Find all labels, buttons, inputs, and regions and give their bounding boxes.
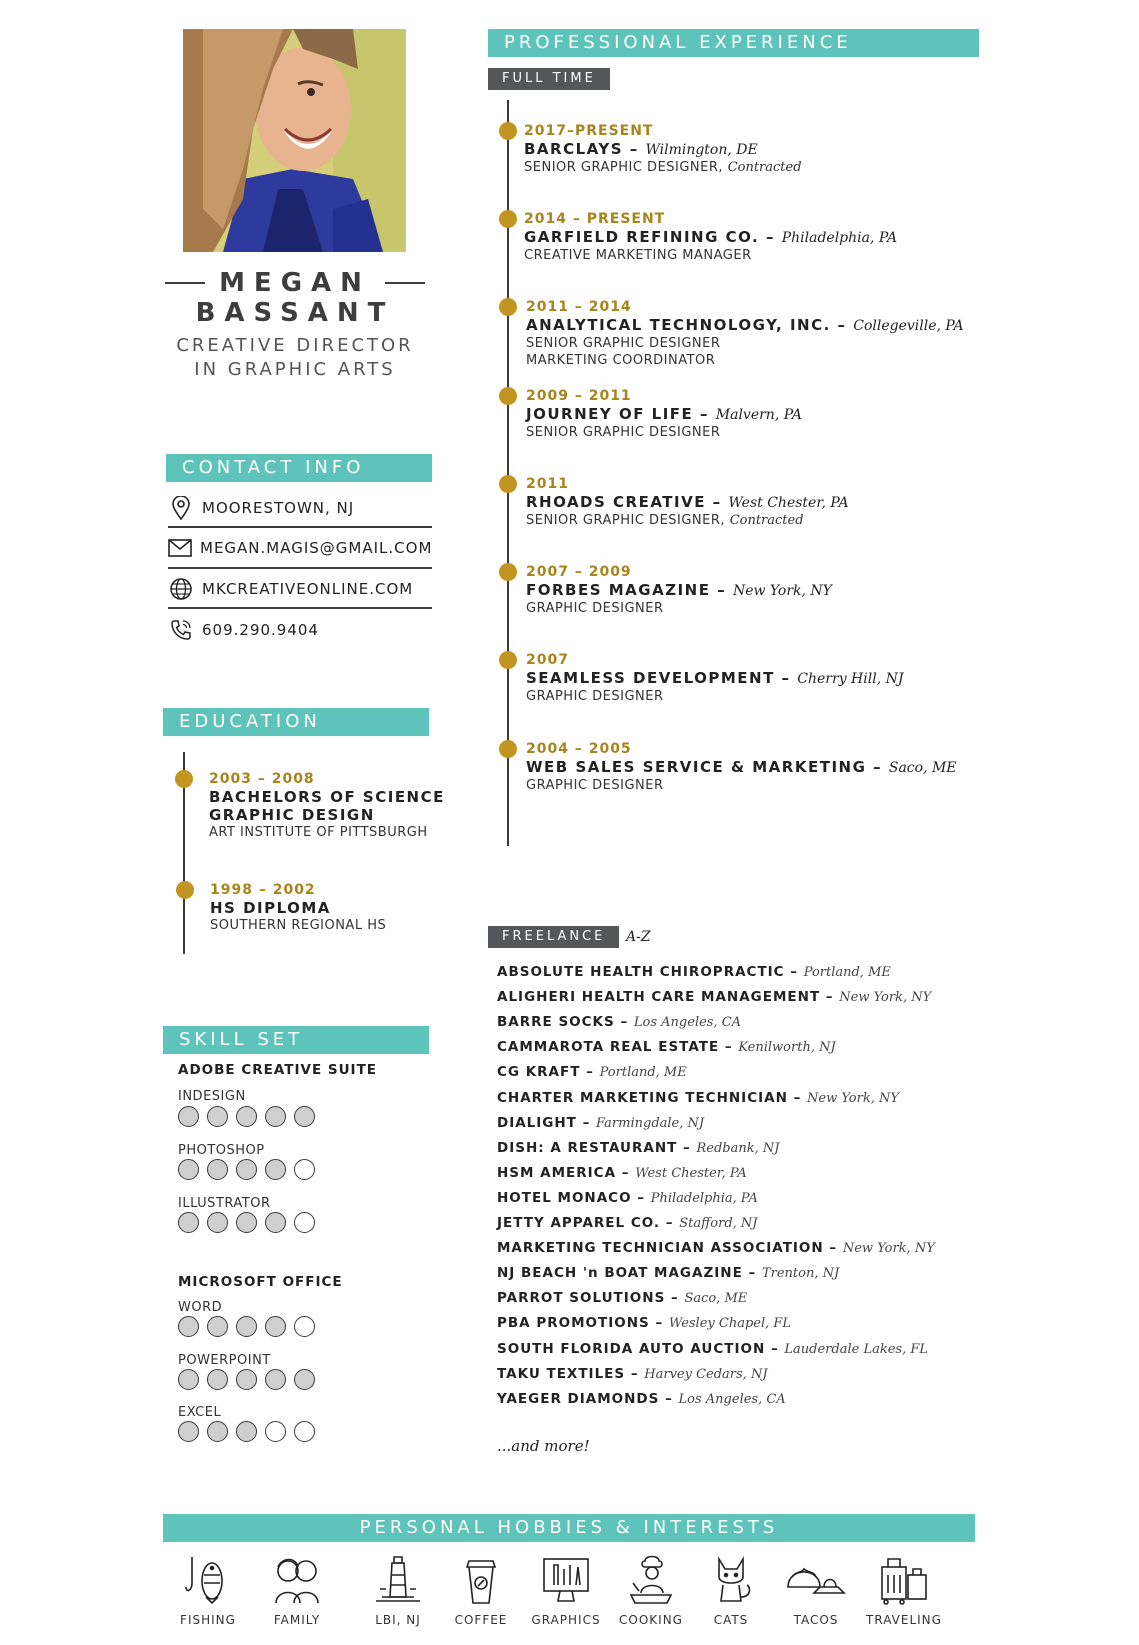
skill-dot-filled bbox=[265, 1212, 286, 1233]
education-school: SOUTHERN REGIONAL HS bbox=[210, 918, 387, 933]
timeline-dot bbox=[499, 651, 517, 669]
skill-rating bbox=[178, 1212, 315, 1233]
timeline-dot bbox=[499, 563, 517, 581]
globe-icon bbox=[168, 576, 194, 602]
skill-group-title: ADOBE CREATIVE SUITE bbox=[178, 1062, 378, 1078]
freelance-client bbox=[497, 1214, 758, 1233]
skill-name: POWERPOINT bbox=[178, 1353, 271, 1368]
experience-entry bbox=[526, 387, 802, 441]
family-icon bbox=[270, 1553, 324, 1605]
experience-role bbox=[524, 159, 802, 176]
email-text[interactable]: MEGAN.MAGIS@GMAIL.COM bbox=[200, 539, 433, 557]
skill-dot-filled bbox=[236, 1159, 257, 1180]
skill-name: EXCEL bbox=[178, 1405, 222, 1420]
experience-entry bbox=[526, 298, 964, 369]
hobby-label: FAMILY bbox=[273, 1613, 321, 1627]
skill-dot-filled bbox=[236, 1369, 257, 1390]
experience-heading: PROFESSIONAL EXPERIENCE bbox=[488, 29, 979, 57]
experience-years: 2004 – 2005 bbox=[526, 741, 632, 757]
client-location: Lauderdale Lakes, FL bbox=[784, 1342, 928, 1357]
job-title-line2: IN GRAPHIC ARTS bbox=[194, 359, 396, 380]
contact-divider bbox=[168, 607, 432, 609]
role-title: SENIOR GRAPHIC DESIGNER bbox=[526, 425, 721, 440]
skill-dot-empty bbox=[294, 1421, 315, 1442]
hobby-item bbox=[859, 1553, 949, 1627]
skill-dot-filled bbox=[207, 1159, 228, 1180]
hobby-label: COFFEE bbox=[454, 1613, 508, 1627]
freelance-sort-note: A-Z bbox=[626, 929, 651, 945]
freelance-client bbox=[497, 1264, 839, 1283]
role-note: Contracted bbox=[729, 513, 804, 528]
contact-heading: CONTACT INFO bbox=[166, 454, 432, 482]
phone-text[interactable]: 609.290.9404 bbox=[202, 621, 319, 639]
hobby-label: TRAVELING bbox=[866, 1613, 942, 1627]
contact-email[interactable] bbox=[168, 528, 432, 568]
first-name: MEGAN bbox=[219, 268, 371, 298]
role-title: GRAPHIC DESIGNER bbox=[526, 601, 664, 616]
hobby-item bbox=[521, 1553, 611, 1627]
skill-dot-filled bbox=[265, 1369, 286, 1390]
client-location: Portland, ME bbox=[803, 965, 891, 980]
freelance-client bbox=[497, 1063, 687, 1082]
company-name: SEAMLESS DEVELOPMENT – bbox=[526, 669, 791, 687]
company-name: WEB SALES SERVICE & MARKETING – bbox=[526, 758, 883, 776]
company-location: Philadelphia, PA bbox=[781, 230, 898, 246]
experience-entry bbox=[526, 475, 849, 529]
name-divider-right bbox=[385, 282, 425, 284]
hobbies-heading: PERSONAL HOBBIES & INTERESTS bbox=[163, 1514, 975, 1542]
hobby-label: LBI, NJ bbox=[375, 1613, 421, 1627]
client-location: Trenton, NJ bbox=[761, 1266, 840, 1281]
client-location: Wesley Chapel, FL bbox=[668, 1316, 792, 1331]
company-name: RHOADS CREATIVE – bbox=[526, 493, 722, 511]
timeline-dot bbox=[175, 770, 193, 788]
role-title: SENIOR GRAPHIC DESIGNER, bbox=[526, 513, 726, 528]
client-name: BARRE SOCKS – bbox=[497, 1014, 629, 1030]
timeline-dot bbox=[176, 881, 194, 899]
hobby-item bbox=[353, 1553, 443, 1627]
experience-entry bbox=[524, 122, 802, 176]
client-name: JETTY APPAREL CO. – bbox=[497, 1215, 674, 1231]
experience-role bbox=[526, 600, 832, 617]
freelance-client bbox=[497, 1164, 747, 1183]
education-heading: EDUCATION bbox=[163, 708, 429, 736]
hobby-item bbox=[606, 1553, 696, 1627]
client-location: Los Angeles, CA bbox=[633, 1015, 742, 1030]
skill-dot-filled bbox=[178, 1159, 199, 1180]
fulltime-tag: FULL TIME bbox=[488, 68, 610, 90]
skill-name: PHOTOSHOP bbox=[178, 1143, 265, 1158]
freelance-client bbox=[497, 1038, 836, 1057]
education-years: 1998 – 2002 bbox=[210, 882, 316, 898]
skill-dot-filled bbox=[207, 1421, 228, 1442]
company-name: JOURNEY OF LIFE – bbox=[526, 405, 710, 423]
skill-rating bbox=[178, 1159, 315, 1180]
taco-icon bbox=[784, 1553, 848, 1605]
skills-heading: SKILL SET bbox=[163, 1026, 429, 1054]
experience-entry bbox=[526, 740, 957, 794]
skill-name: WORD bbox=[178, 1300, 223, 1315]
hobby-item bbox=[436, 1553, 526, 1627]
hobby-item bbox=[252, 1553, 342, 1627]
timeline-dot bbox=[499, 387, 517, 405]
experience-company bbox=[526, 758, 957, 777]
company-location: New York, NY bbox=[732, 583, 832, 599]
education-entry bbox=[209, 770, 445, 841]
client-location: Saco, ME bbox=[684, 1291, 748, 1306]
client-name: ABSOLUTE HEALTH CHIROPRACTIC – bbox=[497, 964, 799, 980]
client-name: CHARTER MARKETING TECHNICIAN – bbox=[497, 1090, 802, 1106]
education-degree: HS DIPLOMA bbox=[210, 899, 331, 917]
experience-company bbox=[524, 140, 802, 159]
experience-years: 2011 bbox=[526, 476, 569, 492]
hobby-label: CATS bbox=[713, 1613, 749, 1627]
lighthouse-icon bbox=[372, 1553, 424, 1605]
hobby-label: TACOS bbox=[793, 1613, 839, 1627]
skill-group-title: MICROSOFT OFFICE bbox=[178, 1274, 343, 1290]
experience-entry bbox=[524, 210, 897, 264]
hobby-item bbox=[686, 1553, 776, 1627]
experience-years: 2009 – 2011 bbox=[526, 388, 632, 404]
contact-phone[interactable] bbox=[168, 610, 432, 650]
freelance-client bbox=[497, 1139, 779, 1158]
skill-dot-filled bbox=[265, 1159, 286, 1180]
client-name: YAEGER DIAMONDS – bbox=[497, 1391, 673, 1407]
skill-dot-filled bbox=[265, 1106, 286, 1127]
skill-dot-filled bbox=[178, 1106, 199, 1127]
freelance-client bbox=[497, 1390, 786, 1409]
client-name: CG KRAFT – bbox=[497, 1064, 594, 1080]
first-name-row bbox=[165, 268, 425, 298]
client-name: PBA PROMOTIONS – bbox=[497, 1315, 664, 1331]
cat-icon bbox=[705, 1553, 757, 1605]
skill-dot-filled bbox=[178, 1316, 199, 1337]
hobby-item bbox=[163, 1553, 253, 1627]
skill-dot-empty bbox=[294, 1212, 315, 1233]
education-years: 2003 – 2008 bbox=[209, 771, 315, 787]
skill-name: INDESIGN bbox=[178, 1089, 246, 1104]
timeline-dot bbox=[499, 122, 517, 140]
freelance-tag: FREELANCE bbox=[488, 926, 619, 948]
freelance-client bbox=[497, 1114, 704, 1133]
skill-name: ILLUSTRATOR bbox=[178, 1196, 271, 1211]
client-location: Farmingdale, NJ bbox=[596, 1116, 705, 1131]
client-location: Philadelphia, PA bbox=[650, 1191, 758, 1206]
skill-dot-filled bbox=[207, 1212, 228, 1233]
client-name: MARKETING TECHNICIAN ASSOCIATION – bbox=[497, 1240, 838, 1256]
skill-rating bbox=[178, 1316, 315, 1337]
freelance-client bbox=[497, 1239, 935, 1258]
experience-years: 2007 bbox=[526, 652, 569, 668]
role-title: CREATIVE MARKETING MANAGER bbox=[524, 248, 752, 263]
skill-rating bbox=[178, 1106, 315, 1127]
company-location: West Chester, PA bbox=[728, 495, 849, 511]
freelance-client bbox=[497, 1089, 899, 1108]
client-name: ALIGHERI HEALTH CARE MANAGEMENT – bbox=[497, 989, 834, 1005]
name-divider-left bbox=[165, 282, 205, 284]
contact-website[interactable] bbox=[168, 569, 432, 609]
experience-role bbox=[526, 512, 849, 529]
client-location: West Chester, PA bbox=[635, 1166, 747, 1181]
company-name: GARFIELD REFINING CO. – bbox=[524, 228, 775, 246]
experience-company bbox=[526, 316, 964, 335]
skill-dot-filled bbox=[294, 1369, 315, 1390]
job-title-line1: CREATIVE DIRECTOR bbox=[176, 335, 414, 356]
client-location: Portland, ME bbox=[599, 1065, 687, 1080]
client-name: DISH: A RESTAURANT – bbox=[497, 1140, 691, 1156]
company-location: Cherry Hill, NJ bbox=[797, 671, 904, 687]
freelance-client bbox=[497, 1189, 758, 1208]
education-entry bbox=[210, 881, 386, 934]
map-pin-icon bbox=[168, 495, 194, 521]
hobby-label: COOKING bbox=[619, 1613, 683, 1627]
client-location: New York, NY bbox=[839, 990, 932, 1005]
skill-dot-filled bbox=[207, 1316, 228, 1337]
role-title: SENIOR GRAPHIC DESIGNER bbox=[526, 336, 721, 351]
skill-dot-filled bbox=[265, 1316, 286, 1337]
role-title: GRAPHIC DESIGNER bbox=[526, 689, 664, 704]
hobby-label: FISHING bbox=[180, 1613, 236, 1627]
hobby-item bbox=[771, 1553, 861, 1627]
freelance-client bbox=[497, 1314, 791, 1333]
skill-rating bbox=[178, 1369, 315, 1390]
timeline-dot bbox=[499, 210, 517, 228]
skill-dot-filled bbox=[236, 1421, 257, 1442]
experience-role bbox=[526, 335, 964, 352]
company-name: FORBES MAGAZINE – bbox=[526, 581, 727, 599]
skill-dot-filled bbox=[294, 1106, 315, 1127]
company-location: Collegeville, PA bbox=[853, 318, 964, 334]
freelance-client bbox=[497, 963, 891, 982]
company-location: Saco, ME bbox=[888, 760, 957, 776]
fishing-icon bbox=[182, 1553, 234, 1605]
client-location: Kenilworth, NJ bbox=[738, 1040, 836, 1055]
experience-company bbox=[524, 228, 897, 247]
skill-dot-filled bbox=[236, 1316, 257, 1337]
skill-dot-filled bbox=[207, 1369, 228, 1390]
client-location: Harvey Cedars, NJ bbox=[644, 1367, 768, 1382]
freelance-client bbox=[497, 988, 931, 1007]
skill-dot-empty bbox=[265, 1421, 286, 1442]
cooking-icon bbox=[625, 1553, 677, 1605]
name-block bbox=[165, 268, 425, 382]
skill-dot-filled bbox=[178, 1212, 199, 1233]
education-degree: BACHELORS OF SCIENCE bbox=[209, 788, 445, 806]
company-name: BARCLAYS – bbox=[524, 140, 639, 158]
experience-company bbox=[526, 493, 849, 512]
client-name: HOTEL MONACO – bbox=[497, 1190, 645, 1206]
role-title: SENIOR GRAPHIC DESIGNER, bbox=[524, 160, 724, 175]
skill-dot-empty bbox=[294, 1316, 315, 1337]
client-name: TAKU TEXTILES – bbox=[497, 1366, 639, 1382]
profile-photo-illustration bbox=[183, 29, 406, 252]
client-name: CAMMAROTA REAL ESTATE – bbox=[497, 1039, 733, 1055]
timeline-dot bbox=[499, 298, 517, 316]
hobby-label: GRAPHICS bbox=[531, 1613, 601, 1627]
role-title: GRAPHIC DESIGNER bbox=[526, 778, 664, 793]
experience-years: 2014 – PRESENT bbox=[524, 211, 666, 227]
company-location: Malvern, PA bbox=[715, 407, 802, 423]
experience-company bbox=[526, 669, 903, 688]
website-text[interactable]: MKCREATIVEONLINE.COM bbox=[202, 580, 414, 598]
contact-location bbox=[168, 488, 432, 528]
company-location: Wilmington, DE bbox=[645, 142, 758, 158]
skill-dot-filled bbox=[236, 1212, 257, 1233]
client-name: NJ BEACH 'n BOAT MAGAZINE – bbox=[497, 1265, 757, 1281]
role-note: Contracted bbox=[727, 160, 802, 175]
experience-entry bbox=[526, 563, 832, 617]
skill-dot-empty bbox=[294, 1159, 315, 1180]
experience-role bbox=[526, 777, 957, 794]
client-name: SOUTH FLORIDA AUTO AUCTION – bbox=[497, 1341, 779, 1357]
experience-years: 2017–PRESENT bbox=[524, 123, 654, 139]
freelance-client bbox=[497, 1013, 741, 1032]
phone-icon bbox=[168, 617, 194, 643]
freelance-client bbox=[497, 1289, 747, 1308]
company-name: ANALYTICAL TECHNOLOGY, INC. – bbox=[526, 316, 847, 334]
timeline-dot bbox=[499, 740, 517, 758]
client-location: New York, NY bbox=[807, 1091, 899, 1106]
skill-rating bbox=[178, 1421, 315, 1442]
client-name: HSM AMERICA – bbox=[497, 1165, 630, 1181]
skill-dot-filled bbox=[207, 1106, 228, 1127]
profile-photo bbox=[183, 29, 406, 252]
experience-role bbox=[526, 424, 802, 441]
client-location: Los Angeles, CA bbox=[678, 1392, 786, 1407]
skill-dot-filled bbox=[178, 1421, 199, 1442]
envelope-icon bbox=[168, 535, 192, 561]
client-name: DIALIGHT – bbox=[497, 1115, 591, 1131]
experience-role-secondary: MARKETING COORDINATOR bbox=[526, 353, 716, 368]
education-school: ART INSTITUTE OF PITTSBURGH bbox=[209, 825, 428, 840]
experience-company bbox=[526, 581, 832, 600]
coffee-icon bbox=[455, 1553, 507, 1605]
graphics-icon bbox=[540, 1553, 592, 1605]
skill-dot-filled bbox=[178, 1369, 199, 1390]
education-major: GRAPHIC DESIGN bbox=[209, 806, 375, 824]
experience-years: 2007 – 2009 bbox=[526, 564, 632, 580]
luggage-icon bbox=[878, 1553, 930, 1605]
client-location: Redbank, NJ bbox=[696, 1141, 780, 1156]
experience-entry bbox=[526, 651, 903, 705]
experience-company bbox=[526, 405, 802, 424]
experience-role bbox=[526, 688, 903, 705]
client-name: PARROT SOLUTIONS – bbox=[497, 1290, 679, 1306]
location-text: MOORESTOWN, NJ bbox=[202, 499, 355, 517]
timeline-dot bbox=[499, 475, 517, 493]
client-location: New York, NY bbox=[842, 1241, 935, 1256]
skill-dot-filled bbox=[236, 1106, 257, 1127]
last-name: BASSANT bbox=[195, 298, 395, 328]
freelance-client bbox=[497, 1340, 928, 1359]
experience-role bbox=[524, 247, 897, 264]
experience-years: 2011 – 2014 bbox=[526, 299, 632, 315]
freelance-more: ...and more! bbox=[497, 1437, 590, 1455]
freelance-client bbox=[497, 1365, 768, 1384]
client-location: Stafford, NJ bbox=[679, 1216, 758, 1231]
